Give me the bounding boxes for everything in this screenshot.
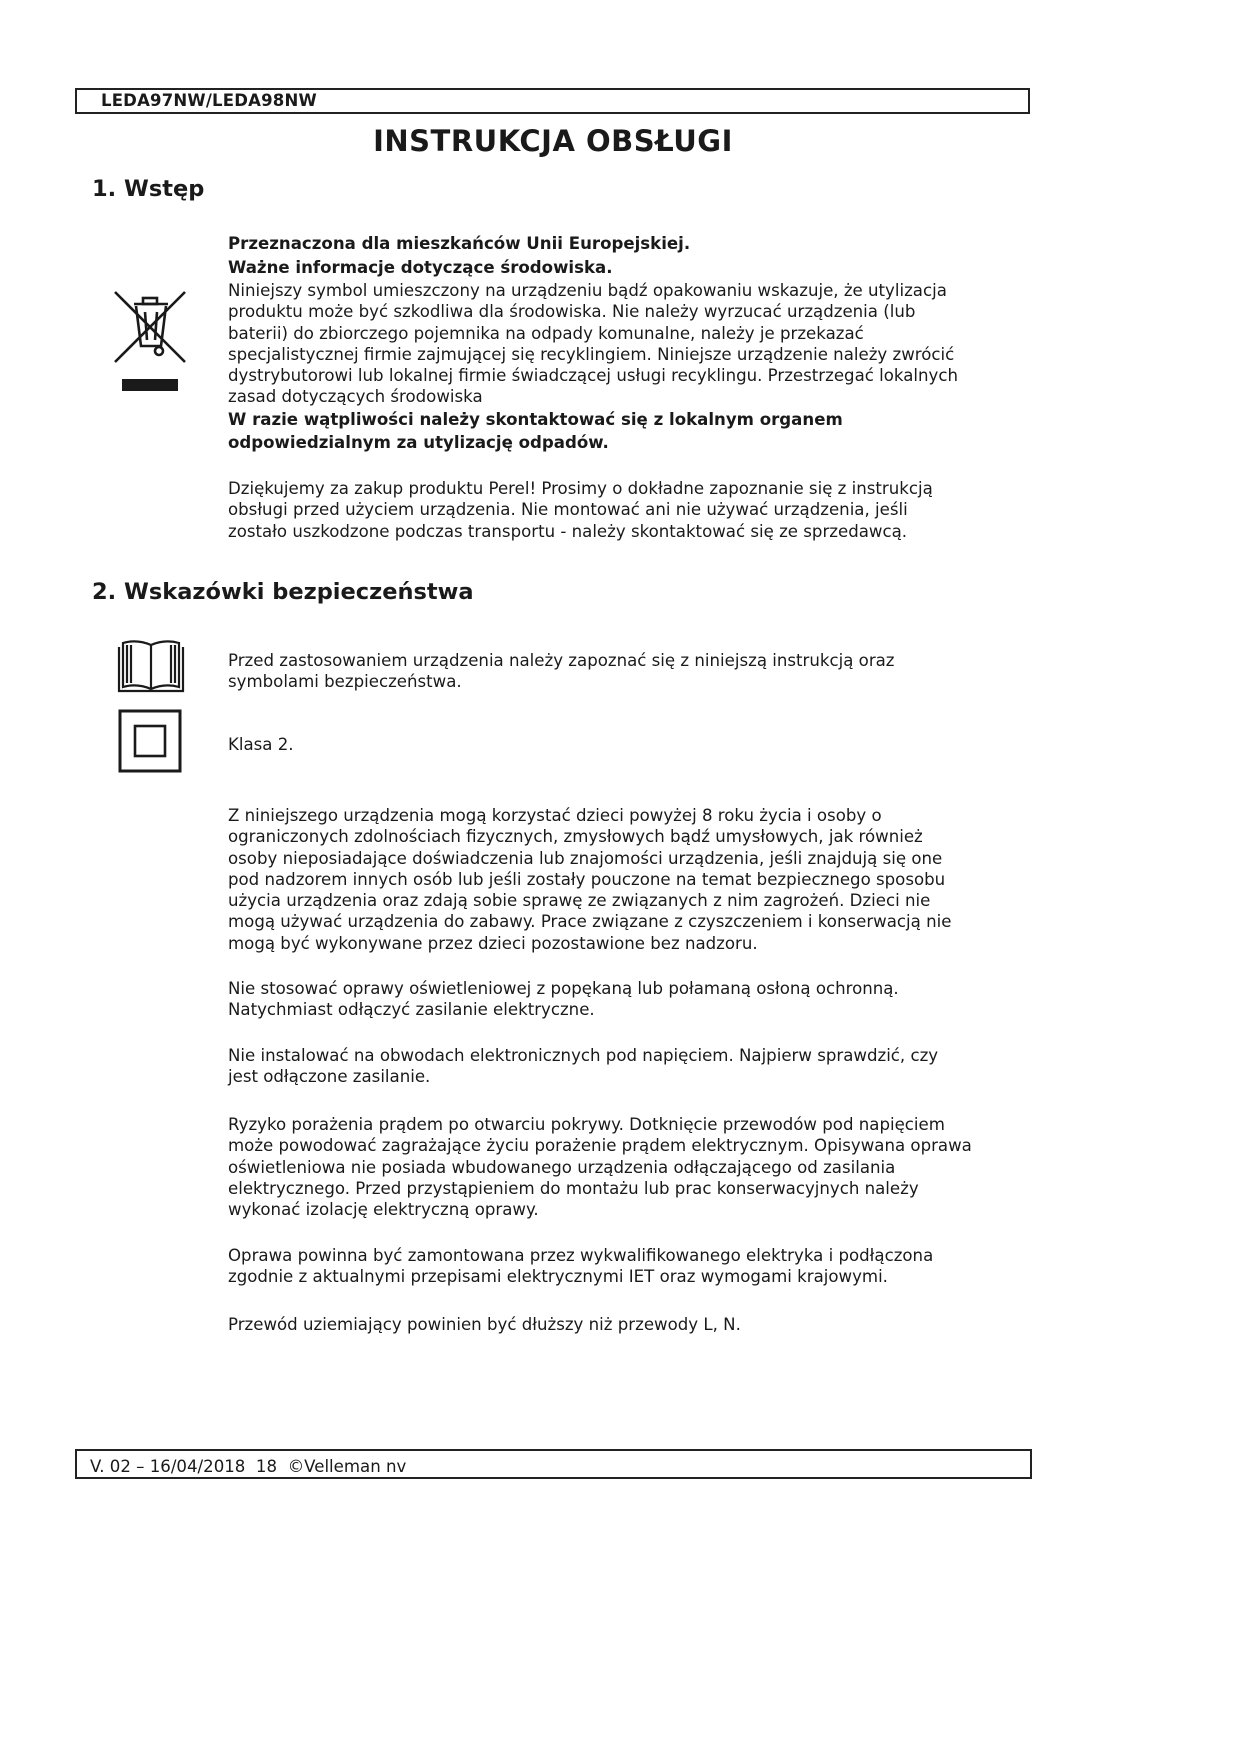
text-line: Niniejszy symbol umieszczony na urządzeniu bądź opakowaniu wskazuje, że utylizacja	[228, 281, 947, 300]
weee-notice	[228, 232, 1018, 454]
text-line: zgodnie z aktualnymi przepisami elektrycznymi IET oraz wymogami krajowymi.	[228, 1267, 888, 1287]
text-line: Oprawa powinna być zamontowana przez wykwalifikowanego elektryka i podłączona	[228, 1246, 934, 1265]
text-line: ograniczonych zdolnościach fizycznych, zmysłowych bądź umysłowych, jak również	[228, 827, 923, 847]
text-line: specjalistycznej firmie zajmującej się recyklingiem. Niniejsze urządzenie należy zwrócić	[228, 344, 955, 364]
class-2-double-square-icon	[118, 709, 182, 773]
electrician-paragraph	[228, 1245, 1018, 1288]
earth-wire-paragraph: Przewód uziemiający powinien być dłuższy niż przewody L, N.	[228, 1315, 741, 1334]
text-line: Dziękujemy za zakup produktu Perel! Prosimy o dokładne zapoznanie się z instrukcją	[228, 479, 933, 498]
text-line: baterii) do zbiorczego pojemnika na odpady komunalne, należy je przekazać	[228, 323, 864, 343]
text-line: Ryzyko porażenia prądem po otwarciu pokrywy. Dotknięcie przewodów pod napięciem	[228, 1115, 945, 1134]
text-line: mogą być wykonywane przez dzieci pozostawione bez nadzoru.	[228, 933, 758, 953]
footer-version: V. 02 – 16/04/2018 18 ©Velleman nv	[90, 1457, 407, 1476]
section-2-heading: 2. Wskazówki bezpieczeństwa	[92, 579, 474, 605]
model-number: LEDA97NW/LEDA98NW	[101, 91, 317, 110]
text-line: elektrycznego. Przed przystąpieniem do montażu lub prac konserwacyjnych należy	[228, 1178, 919, 1198]
section-1-heading: 1. Wstęp	[92, 176, 205, 202]
contact-authority-line: W razie wątpliwości należy skontaktować się z lokalnym organem	[228, 409, 843, 429]
weee-crossed-bin-icon	[112, 290, 188, 395]
cracked-cover-paragraph	[228, 978, 1018, 1021]
text-line: Nie stosować oprawy oświetleniowej z popękaną lub połamaną osłoną ochronną.	[228, 979, 899, 998]
children-paragraph	[228, 805, 1018, 954]
class-2-label: Klasa 2.	[228, 735, 294, 754]
electric-shock-paragraph	[228, 1114, 1018, 1220]
text-line: osoby nieposiadające doświadczenia lub znajomości urządzenia, jeśli znajdują się one	[228, 848, 943, 868]
open-book-icon	[117, 639, 185, 693]
text-line: zostało uszkodzone podczas transportu - należy skontaktować się ze sprzedawcą.	[228, 521, 908, 541]
thank-you-paragraph	[228, 478, 1018, 542]
text-line: Natychmiast odłączyć zasilanie elektryczne.	[228, 1000, 595, 1020]
text-line: Nie instalować na obwodach elektronicznych pod napięciem. Najpierw sprawdzić, czy	[228, 1046, 939, 1065]
text-line: produktu może być szkodliwa dla środowiska. Nie należy wyrzucać urządzenia (lub	[228, 302, 916, 322]
live-circuits-paragraph	[228, 1045, 1018, 1088]
text-line: Przed zastosowaniem urządzenia należy zapoznać się z niniejszą instrukcją oraz	[228, 651, 895, 670]
text-line: użycia urządzenia oraz zdają sobie sprawę ze związanych z nim zagrożeń. Dzieci nie	[228, 891, 931, 911]
text-line: jest odłączone zasilanie.	[228, 1067, 431, 1087]
eu-residents-line: Przeznaczona dla mieszkańców Unii Europejskiej.	[228, 234, 691, 253]
text-line: pod nadzorem innych osób lub jeśli zostały pouczone na temat bezpiecznego sposobu	[228, 869, 946, 889]
text-line: mogą używać urządzenia do zabawy. Prace związane z czyszczeniem i konserwacją nie	[228, 912, 952, 932]
text-line: zasad dotyczących środowiska	[228, 387, 483, 407]
environment-heading: Ważne informacje dotyczące środowiska.	[228, 258, 613, 277]
text-line: Z niniejszego urządzenia mogą korzystać dzieci powyżej 8 roku życia i osoby o	[228, 806, 882, 825]
read-manual-paragraph	[228, 650, 1018, 693]
text-line: dystrybutorowi lub lokalnej firmie świadczącej usługi recyklingu. Przestrzegać lokalnych	[228, 366, 958, 386]
text-line: oświetleniowa nie posiada wbudowanego urządzenia odłączającego od zasilania	[228, 1157, 896, 1177]
text-line: może powodować zagrażające życiu porażenie prądem elektrycznym. Opisywana oprawa	[228, 1136, 972, 1156]
text-line: obsługi przed użyciem urządzenia. Nie montować ani nie używać urządzenia, jeśli	[228, 500, 908, 520]
contact-authority-line: odpowiedzialnym za utylizację odpadów.	[228, 432, 609, 452]
document-title: INSTRUKCJA OBSŁUGI	[373, 124, 733, 158]
text-line: symbolami bezpieczeństwa.	[228, 672, 462, 692]
text-line: wykonać izolację elektryczną oprawy.	[228, 1200, 539, 1220]
